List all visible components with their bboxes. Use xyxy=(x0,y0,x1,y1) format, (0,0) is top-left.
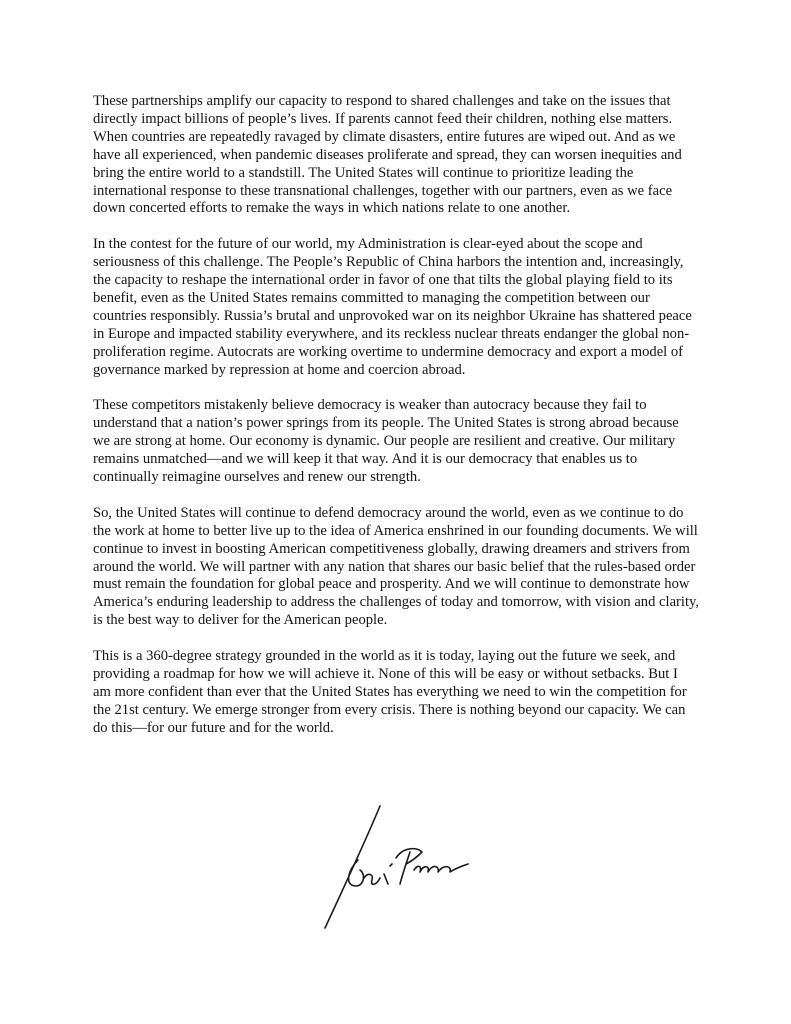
paragraph-strategy: This is a 360-degree strategy grounded in the world as it is today, laying out the future we seek, and providing a roadmap for how we will achieve it. None of this will be easy or without setbacks. But I am more confident than ever that the United States has everything we need to win the competition for the 21st century. We emerge stronger from every crisis. There is nothing beyond our capacity. We can do this—for our future and for the world. xyxy=(93,648,687,736)
letter-body xyxy=(93,93,699,755)
signature-stroke-oe xyxy=(364,874,380,884)
paragraph-defend-democracy: So, the United States will continue to defend democracy around the world, even as we continue to do the work at home to better live up to the idea of America enshrined in our founding documents. We will continue to invest in boosting American competitiveness globally, drawing dreamers and strivers from around the world. We will partner with any nation that shares our basic belief that the rules-based order must remain the foundation for global peace and prosperity. And we will continue to demonstrate how America’s enduring leadership to address the challenges of today and tomorrow, with vision and clarity, is the best way to deliver for the American people. xyxy=(93,504,700,629)
signature-stroke-mark xyxy=(384,874,388,884)
signature-stroke-dot xyxy=(390,864,392,866)
signature xyxy=(318,800,478,930)
paragraph-competitors: These competitors mistakenly believe democracy is weaker than autocracy because they fail to understand that a nation’s power springs from its people. The United States is strong abroad because we are strong at home. Our economy is dynamic. Our people are resilient and creative. Our military remains unmatched—and we will keep it that way. And it is our democracy that enables us to continually reimagine ourselves and renew our strength. xyxy=(93,397,679,485)
paragraph-contest: In the contest for the future of our world, my Administration is clear-eyed about the scope and seriousness of this challenge. The People’s Republic of China harbors the intention and, increasingly, the capacity to reshape the international order in favor of one that tilts the global playing field to its benefit, even as the United States remains committed to managing the competition between our countries responsibly. Russia’s brutal and unprovoked war on its neighbor Ukraine has shattered peace in Europe and impacted stability everywhere, and its reckless nuclear threats endanger the global non-proliferation regime. Autocrats are working overtime to undermine democracy and export a model of governance marked by repression at home and coercion abroad. xyxy=(93,236,692,378)
signature-stroke-b-stem xyxy=(400,852,410,884)
signature-stroke-iden xyxy=(414,864,468,872)
paragraph-partnerships: These partnerships amplify our capacity to respond to shared challenges and take on the issues that directly impact billions of people’s lives. If parents cannot feed their children, nothing else matters. When countries are repeatedly ravaged by climate disasters, entire futures are wiped out. And as we have all experienced, when pandemic diseases proliferate and spread, they can worsen inequities and bring the entire world to a standstill. The United States will continue to prioritize leading the international response to these transnational challenges, together with our partners, even as we face down concerted efforts to remake the ways in which nations relate to one another. xyxy=(93,93,682,217)
